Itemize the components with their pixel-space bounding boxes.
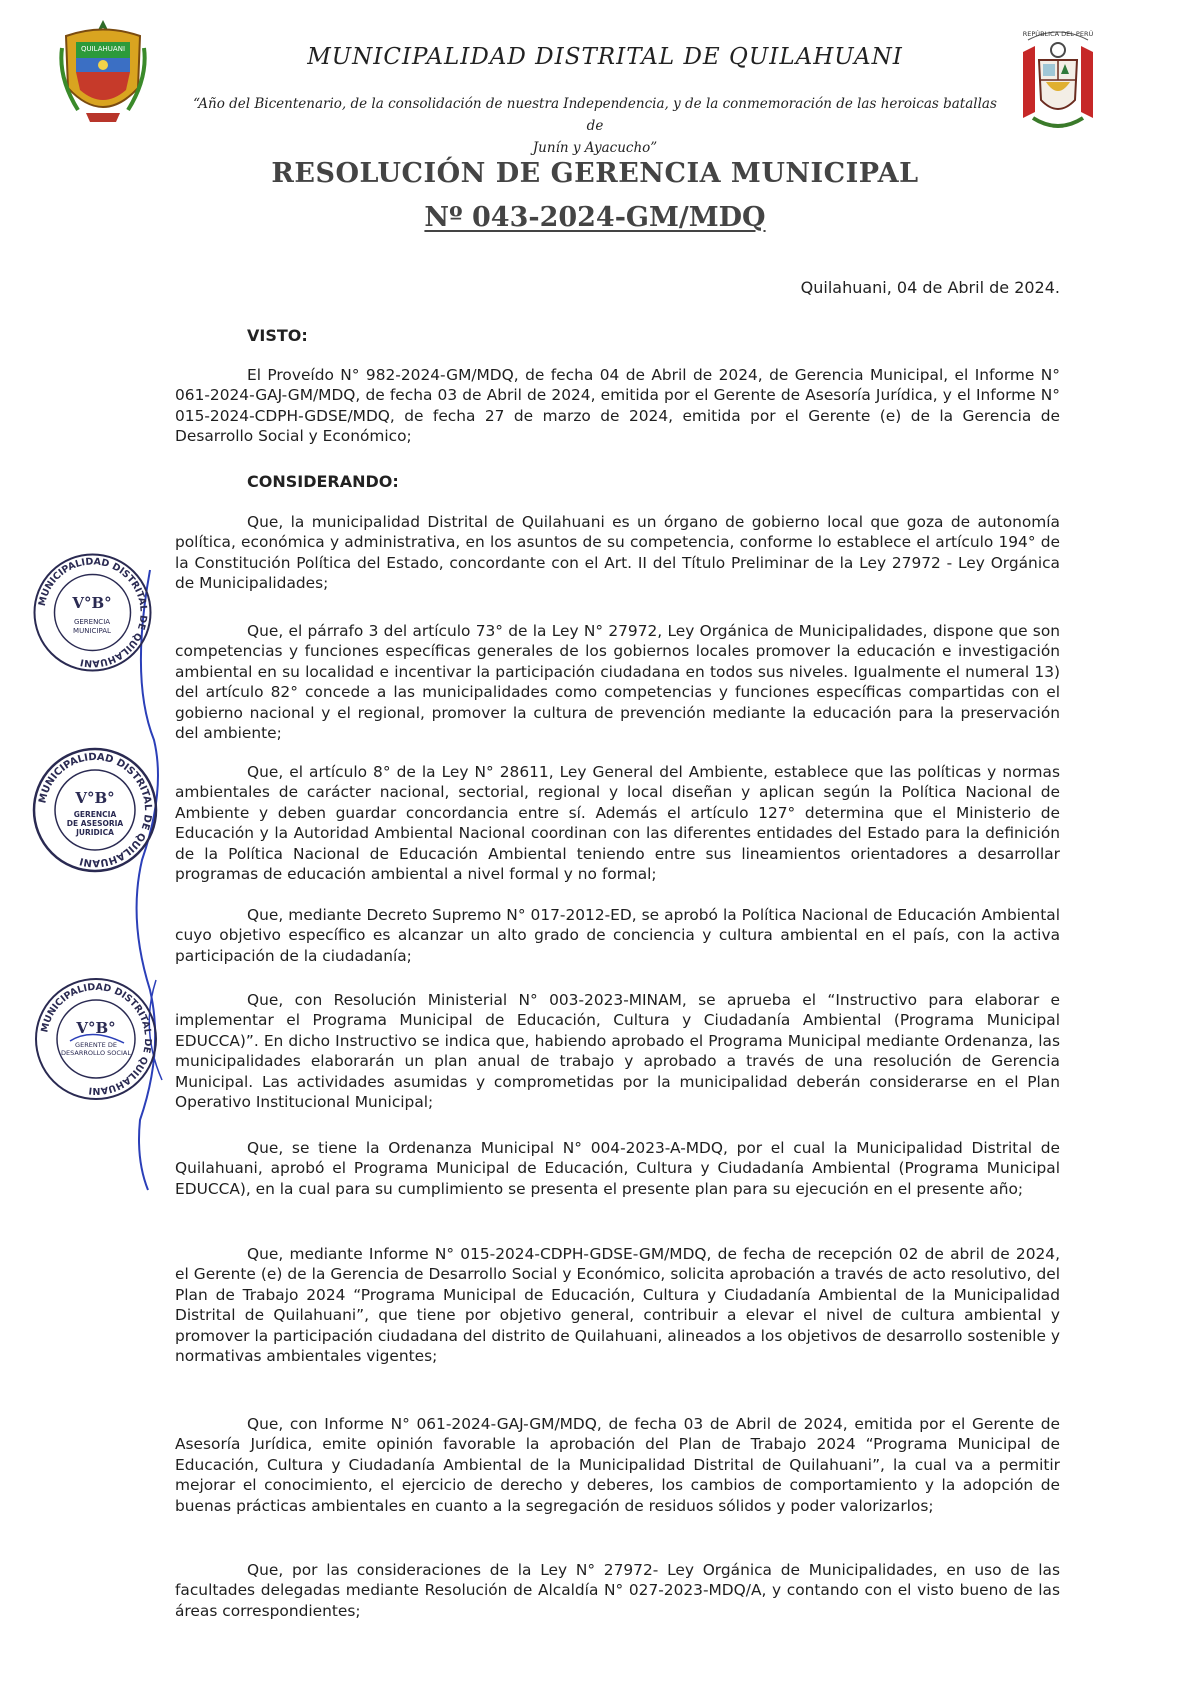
svg-text:MUNICIPAL: MUNICIPAL	[73, 627, 111, 635]
svg-text:V°B°: V°B°	[75, 789, 115, 807]
approval-stamp-asesoria-juridica	[30, 745, 160, 875]
svg-text:GERENTE DE: GERENTE DE	[75, 1041, 117, 1049]
svg-text:GERENCIA: GERENCIA	[73, 618, 111, 626]
considerando-heading: CONSIDERANDO:	[247, 472, 399, 491]
svg-text:MUNICIPALIDAD DISTRITAL DE QUI: MUNICIPALIDAD DISTRITAL DE QUILAHUANI	[36, 556, 149, 669]
svg-text:MUNICIPALIDAD DISTRITAL DE QUI: MUNICIPALIDAD DISTRITAL DE QUILAHUANI	[39, 981, 154, 1097]
paragraph: Que, se tiene la Ordenanza Municipal N° 004-2023-A-MDQ, por el cual la Municipalidad Distrital de Quilahuani, aprobó el Programa Municipal de Educación, Cultura y Ciudadanía Ambiental (Programa Municipal EDUCCA), en la cual para su cumplimiento se presenta el presente plan para su ejecución en el presente año;	[175, 1139, 1060, 1198]
paragraph: Que, el párrafo 3 del artículo 73° de la Ley N° 27972, Ley Orgánica de Municipalidades, dispone que son competencias y funciones específicas generales de los gobiernos locales promover la educación e investigación ambiental en su localidad e incentivar la participación ciudadana en todos sus niveles. Igualmente el numeral 13) del artículo 82° concede a las municipalidades como competencias y funciones específicas compartidas con el gobierno nacional y el regional, promover la cultura de prevención mediante la educación para la preservación del ambiente;	[175, 622, 1060, 743]
svg-text:V°B°: V°B°	[76, 1019, 116, 1037]
paragraph: Que, mediante Decreto Supremo N° 017-2012-ED, se aprobó la Política Nacional de Educación Ambiental cuyo objetivo específico es alcanzar un alto grado de conciencia y cultura ambiental en el país, con la activa participación de la ciudadanía;	[175, 906, 1060, 965]
svg-text:DE ASESORIA: DE ASESORIA	[66, 819, 124, 828]
resolution-number: Nº 043-2024-GM/MDQ	[424, 202, 766, 233]
paragraph: Que, la municipalidad Distrital de Quilahuani es un órgano de gobierno local que goza de autonomía política, económica y administrativa, en los asuntos de su competencia, conforme lo establece el artículo 194° de la Constitución Política del Estado, concordante con el Art. II del Título Preliminar de la Ley 27972 - Ley Orgánica de Municipalidades;	[175, 513, 1060, 593]
paragraph: Que, con Informe N° 061-2024-GAJ-GM/MDQ, de fecha 03 de Abril de 2024, emitida por el Gerente de Asesoría Jurídica, emite opinión favorable la aprobación del Plan de Trabajo 2024 “Programa Municipal de Educación, Cultura y Ciudadanía Ambiental de la Municipalidad Distrital de Quilahuani”, la cual va a permitir mejorar el conocimiento, el ejercicio de derecho y deberes, los cambios de comportamiento y la adopción de buenas prácticas ambientales en cuanto a la segregación de residuos sólidos y poder valorizarlos;	[175, 1415, 1060, 1515]
paragraph: Que, el artículo 8° de la Ley N° 28611, Ley General del Ambiente, establece que las políticas y normas ambientales de carácter nacional, sectorial, regional y local diseñan y aplican según la Política Nacional de Ambiente y deben guardar concordancia entre sí. Además el artículo 127° determina que el Ministerio de Educación y la Autoridad Ambiental Nacional coordinan con las diferentes entidades del Estado para la definición de la Política Nacional de Educación Ambiental teniendo entre sus lineamientos orientadores a desarrollar programas de educación ambiental a nivel formal y no formal;	[175, 763, 1060, 884]
motto-line-2: Junín y Ayacucho”	[532, 140, 658, 156]
municipality-name: MUNICIPALIDAD DISTRITAL DE QUILAHUANI	[307, 44, 903, 70]
svg-text:DESARROLLO SOCIAL: DESARROLLO SOCIAL	[61, 1049, 131, 1057]
svg-text:MUNICIPALIDAD DISTRITAL DE QUI: MUNICIPALIDAD DISTRITAL DE QUILAHUANI	[37, 751, 154, 869]
svg-text:JURIDICA: JURIDICA	[76, 828, 114, 837]
paragraph: El Proveído N° 982-2024-GM/MDQ, de fecha 04 de Abril de 2024, de Gerencia Municipal, el Informe N° 061-2024-GAJ-GM/MDQ, de fecha 03 de Abril de 2024, emitida por el Gerente de Asesoría Jurídica, y el Informe N° 015-2024-CDPH-GDSE/MDQ, de fecha 27 de marzo de 2024, emitida por el Gerente (e) de la Gerencia de Desarrollo Social y Económico;	[175, 366, 1060, 446]
resolution-title: RESOLUCIÓN DE GERENCIA MUNICIPAL	[271, 158, 919, 189]
paragraph: Que, mediante Informe N° 015-2024-CDPH-GDSE-GM/MDQ, de fecha de recepción 02 de abril de 2024, el Gerente (e) de la Gerencia de Desarrollo Social y Económico, solicita aprobación a través de acto resolutivo, del Plan de Trabajo 2024 “Programa Municipal de Educación, Cultura y Ciudadanía Ambiental de la Municipalidad Distrital de Quilahuani”, que tiene por objetivo general, contribuir a elevar el nivel de cultura ambiental y promover la participación ciudadana del distrito de Quilahuani, alineados a los objetivos de desarrollo sostenible y normativas ambientales vigentes;	[175, 1245, 1060, 1366]
svg-text:QUILAHUANI: QUILAHUANI	[80, 45, 126, 53]
year-motto	[185, 93, 1005, 159]
paragraph: Que, con Resolución Ministerial N° 003-2023-MINAM, se aprueba el “Instructivo para elaborar e implementar el Programa Municipal de Educación, Cultura y Ciudadanía Ambiental (Programa Municipal EDUCCA)”. En dicho Instructivo se indica que, habiendo aprobado el Programa Municipal mediante Ordenanza, las municipalidades elaborarán un plan anual de trabajo y aprobado a través de una resolución de Gerencia Municipal. Las actividades asumidas y comprometidas por la municipalidad deberán considerarse en el Plan Operativo Institucional Municipal;	[175, 991, 1060, 1112]
municipal-logo	[58, 18, 148, 128]
approval-stamp-gerencia-municipal	[30, 550, 155, 675]
resolution-date: Quilahuani, 04 de Abril de 2024.	[800, 278, 1060, 297]
peru-coat-of-arms	[1013, 22, 1103, 140]
paragraph: Que, por las consideraciones de la Ley N° 27972- Ley Orgánica de Municipalidades, en uso de las facultades delegadas mediante Resolución de Alcaldía N° 027-2023-MDQ/A, y contando con el visto bueno de las áreas correspondientes;	[175, 1561, 1060, 1620]
visto-heading: VISTO:	[247, 326, 308, 345]
motto-line-1: “Año del Bicentenario, de la consolidación de nuestra Independencia, y de la conmemoración de las heroicas batallas de	[193, 96, 997, 134]
approval-stamp-desarrollo-social	[32, 975, 160, 1103]
svg-text:GERENCIA: GERENCIA	[73, 810, 117, 819]
svg-text:REPÚBLICA DEL PERÚ: REPÚBLICA DEL PERÚ	[1022, 30, 1094, 38]
svg-text:V°B°: V°B°	[72, 594, 112, 612]
